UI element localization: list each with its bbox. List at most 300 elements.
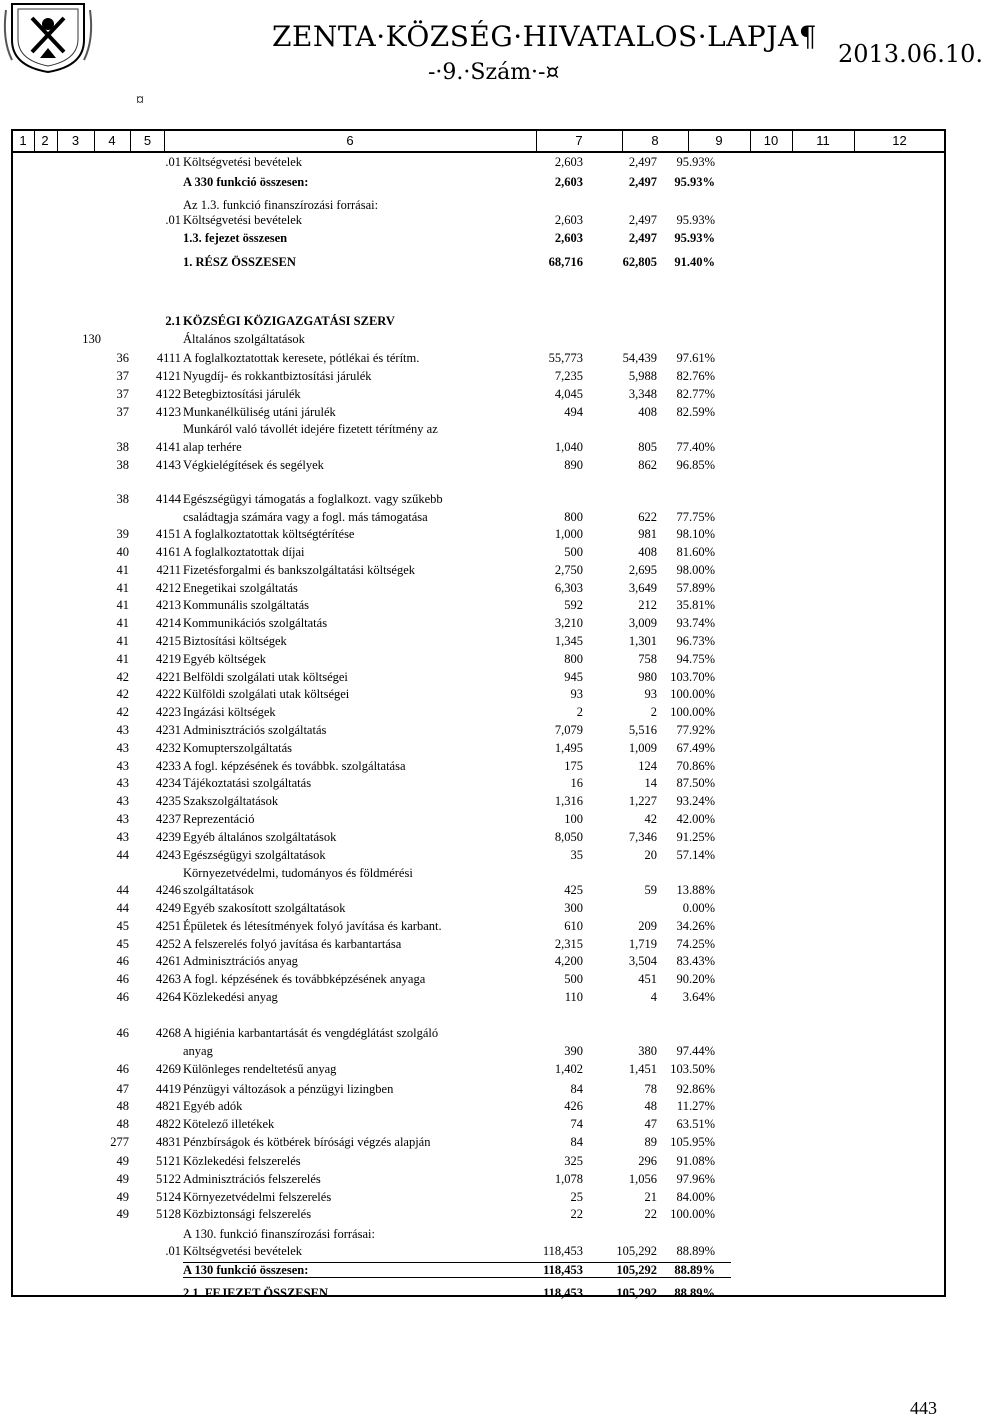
cell-planned: 2,603 (554, 155, 583, 169)
column-number: 6 (346, 133, 354, 148)
cell-economic-class: 49 (116, 1190, 129, 1204)
cell-economic-class: 277 (110, 1135, 129, 1149)
cell-realized: 105,292 (616, 1244, 657, 1258)
cell-percentage: 84.00% (676, 1190, 715, 1204)
cell-planned: 4,045 (554, 387, 583, 401)
column-divider (57, 131, 58, 151)
cell-planned: 22 (570, 1207, 583, 1221)
cell-realized: 5,516 (628, 723, 657, 737)
cell-percentage: 105.95% (670, 1135, 715, 1149)
cell-account: 5121 (156, 1154, 181, 1168)
cell-account: 4237 (156, 812, 181, 826)
cell-planned: 35 (570, 848, 583, 862)
cell-percentage: 92.86% (676, 1082, 715, 1096)
cell-economic-class: 46 (116, 990, 129, 1004)
cell-percentage: 93.24% (676, 794, 715, 808)
cell-percentage: 67.49% (676, 741, 715, 755)
cell-realized: 89 (644, 1135, 657, 1149)
cell-realized: 862 (638, 458, 657, 472)
cell-planned: 3,210 (554, 616, 583, 630)
cell-realized: 1,009 (628, 741, 657, 755)
cell-planned: 7,079 (554, 723, 583, 737)
cell-economic-class: 41 (116, 616, 129, 630)
cell-description: Ingázási költségek (183, 705, 276, 719)
cell-realized: 2 (650, 705, 657, 719)
cell-description: Kötelező illetékek (183, 1117, 275, 1131)
column-number: 12 (892, 133, 907, 148)
column-number: 8 (651, 133, 659, 148)
cell-economic-class: 41 (116, 581, 129, 595)
cell-planned: 800 (564, 652, 583, 666)
cell-economic-class: 46 (116, 972, 129, 986)
cell-realized: 622 (638, 510, 657, 524)
cell-realized: 408 (638, 405, 657, 419)
column-divider (688, 131, 689, 151)
cell-description: Pénzbírságok és kötbérek bírósági végzés alapján (183, 1135, 431, 1149)
cell-percentage: 95.93% (674, 175, 715, 189)
cell-description: KÖZSÉGI KÖZIGAZGATÁSI SZERV (183, 314, 395, 328)
cell-realized: 22 (644, 1207, 657, 1221)
cell-description: anyag (183, 1044, 213, 1058)
cell-economic-class: 43 (116, 794, 129, 808)
cell-realized: 209 (638, 919, 657, 933)
cell-percentage: 74.25% (676, 937, 715, 951)
cell-percentage: 82.59% (676, 405, 715, 419)
cell-planned: 800 (564, 510, 583, 524)
cell-account: 4141 (156, 440, 181, 454)
cell-percentage: 97.96% (676, 1172, 715, 1186)
cell-realized: 380 (638, 1044, 657, 1058)
cell-account: 4246 (156, 883, 181, 897)
cell-percentage: 93.74% (676, 616, 715, 630)
cell-percentage: 77.75% (676, 510, 715, 524)
cell-economic-class: 38 (116, 440, 129, 454)
cell-realized: 296 (638, 1154, 657, 1168)
cell-account: 4215 (156, 634, 181, 648)
cell-description: Közbiztonsági felszerelés (183, 1207, 312, 1221)
cell-description: Egyéb adók (183, 1099, 243, 1113)
cell-percentage: 96.73% (676, 634, 715, 648)
cell-percentage: 42.00% (676, 812, 715, 826)
cell-planned: 610 (564, 919, 583, 933)
budget-table (11, 129, 946, 1300)
cell-account: 4231 (156, 723, 181, 737)
page-header (0, 0, 983, 110)
column-divider (792, 131, 793, 151)
column-divider (622, 131, 623, 151)
cell-realized: 1,056 (628, 1172, 657, 1186)
cell-description: A fogl. képzésének és továbbképzésének anyaga (183, 972, 426, 986)
cell-planned: 74 (570, 1117, 583, 1131)
cell-economic-class: 49 (116, 1172, 129, 1186)
cell-account: 4822 (156, 1117, 181, 1131)
cell-economic-class: 38 (116, 458, 129, 472)
cell-economic-class: 41 (116, 652, 129, 666)
total-divider-bottom (183, 1277, 731, 1278)
total-divider-top (183, 1262, 731, 1263)
cell-percentage: 88.89% (674, 1286, 715, 1300)
cell-percentage: 0.00% (682, 901, 715, 915)
publication-date: 2013.06.10. (838, 40, 983, 68)
cell-economic-class: 46 (116, 1062, 129, 1076)
cell-realized: 2,497 (628, 175, 657, 189)
cell-percentage: 97.61% (676, 351, 715, 365)
cell-description: A higiénia karbantartását és vengdéglátást szolgáló (183, 1026, 439, 1040)
cell-realized: 758 (638, 652, 657, 666)
cell-realized: 1,451 (628, 1062, 657, 1076)
column-divider (164, 131, 165, 151)
cell-realized: 1,719 (628, 937, 657, 951)
cell-percentage: 91.08% (676, 1154, 715, 1168)
cell-realized: 21 (644, 1190, 657, 1204)
column-number: 7 (575, 133, 583, 148)
cell-account: 4235 (156, 794, 181, 808)
cell-realized: 5,988 (628, 369, 657, 383)
cell-description: Adminisztrációs felszerelés (183, 1172, 321, 1186)
cell-function-code: 130 (82, 332, 101, 346)
cell-realized: 3,649 (628, 581, 657, 595)
cell-economic-class: 43 (116, 741, 129, 755)
cell-planned: 84 (570, 1135, 583, 1149)
cell-description: Egyéb általános szolgáltatások (183, 830, 337, 844)
cell-account: 4219 (156, 652, 181, 666)
cell-percentage: 103.50% (670, 1062, 715, 1076)
cell-economic-class: 42 (116, 705, 129, 719)
cell-economic-class: 48 (116, 1099, 129, 1113)
cell-realized: 62,805 (622, 255, 657, 269)
cell-economic-class: 41 (116, 598, 129, 612)
cell-planned: 118,453 (542, 1244, 583, 1258)
cell-planned: 500 (564, 972, 583, 986)
cell-account: 4821 (156, 1099, 181, 1113)
cell-planned: 68,716 (548, 255, 583, 269)
cell-description: Épületek és létesítmények folyó javítása és karbant. (183, 919, 442, 933)
column-number: 2 (41, 133, 49, 148)
cell-description: Enegetikai szolgáltatás (183, 581, 298, 595)
column-number: 11 (816, 133, 830, 148)
cell-account: 4269 (156, 1062, 181, 1076)
cell-economic-class: 47 (116, 1082, 129, 1096)
cell-planned: 2,603 (554, 213, 583, 227)
cell-description: A fogl. képzésének és továbbk. szolgáltatása (183, 759, 406, 773)
cell-account: 4214 (156, 616, 181, 630)
cell-description: 1. RÉSZ ÖSSZESEN (183, 255, 296, 269)
cell-planned: 425 (564, 883, 583, 897)
cell-realized: 2,497 (628, 155, 657, 169)
cell-realized: 7,346 (628, 830, 657, 844)
cell-percentage: 81.60% (676, 545, 715, 559)
cell-realized: 14 (644, 776, 657, 790)
cell-percentage: 57.14% (676, 848, 715, 862)
coat-of-arms-icon (2, 0, 94, 74)
cell-realized: 42 (644, 812, 657, 826)
cell-planned: 890 (564, 458, 583, 472)
cell-account: 4239 (156, 830, 181, 844)
publication-title: ZENTA·KÖZSÉG·HIVATALOS·LAPJA¶ (272, 20, 818, 53)
issue-number: -·9.·Szám·-¤ (428, 60, 560, 85)
cell-economic-class: 44 (116, 901, 129, 915)
cell-realized: 3,009 (628, 616, 657, 630)
cell-description: Különleges rendeltetésű anyag (183, 1062, 337, 1076)
cell-percentage: 82.76% (676, 369, 715, 383)
column-number: 1 (19, 133, 27, 148)
cell-realized: 408 (638, 545, 657, 559)
column-number: 4 (108, 133, 116, 148)
cell-description: A foglalkoztatottak keresete, pótlékai és térítm. (183, 351, 420, 365)
cell-percentage: 94.75% (676, 652, 715, 666)
cell-planned: 84 (570, 1082, 583, 1096)
cell-realized: 981 (638, 527, 657, 541)
cell-description: Költségvetési bevételek (183, 1244, 303, 1258)
cell-planned: 592 (564, 598, 583, 612)
cell-planned: 175 (564, 759, 583, 773)
cell-planned: 118,453 (543, 1286, 583, 1300)
cell-realized: 805 (638, 440, 657, 454)
cell-percentage: 83.43% (676, 954, 715, 968)
cell-realized: 20 (644, 848, 657, 862)
cell-economic-class: 43 (116, 830, 129, 844)
cell-percentage: 100.00% (670, 687, 715, 701)
cell-economic-class: 40 (116, 545, 129, 559)
cell-description: Egészségügyi támogatás a foglalkozt. vagy szűkebb (183, 492, 443, 506)
cell-account: 4831 (156, 1135, 181, 1149)
cell-account: 4233 (156, 759, 181, 773)
cell-planned: 300 (564, 901, 583, 915)
cell-percentage: 3.64% (682, 990, 715, 1004)
cell-description: Környezetvédelmi felszerelés (183, 1190, 332, 1204)
cell-economic-class: 49 (116, 1207, 129, 1221)
page-number: 443 (910, 1398, 937, 1418)
column-number-row (13, 131, 944, 153)
cell-realized: 3,348 (628, 387, 657, 401)
cell-description: Általános szolgáltatások (183, 332, 305, 346)
cell-planned: 118,453 (543, 1263, 583, 1277)
cell-percentage: 97.44% (676, 1044, 715, 1058)
cell-description: Belföldi szolgálati utak költségei (183, 670, 348, 684)
cell-realized: 47 (644, 1117, 657, 1131)
cell-percentage: 88.89% (676, 1244, 715, 1258)
cell-percentage: 13.88% (676, 883, 715, 897)
cell-percentage: 90.20% (676, 972, 715, 986)
column-number: 9 (715, 133, 723, 148)
cell-percentage: 70.86% (676, 759, 715, 773)
cell-realized: 980 (638, 670, 657, 684)
cell-account: 4221 (156, 670, 181, 684)
cell-planned: 2,315 (554, 937, 583, 951)
cell-percentage: 82.77% (676, 387, 715, 401)
cell-economic-class: 39 (116, 527, 129, 541)
column-divider (854, 131, 855, 151)
cell-planned: 1,316 (554, 794, 583, 808)
cell-realized: 3,504 (628, 954, 657, 968)
cell-description: Adminisztrációs szolgáltatás (183, 723, 327, 737)
cell-percentage: 88.89% (674, 1263, 715, 1277)
cell-planned: 2 (576, 705, 583, 719)
cell-percentage: 63.51% (676, 1117, 715, 1131)
cell-account: 4161 (156, 545, 181, 559)
cell-account: .01 (165, 155, 181, 169)
cell-planned: 945 (564, 670, 583, 684)
cell-planned: 1,078 (554, 1172, 583, 1186)
cell-description: Biztosítási költségek (183, 634, 287, 648)
cell-percentage: 91.25% (676, 830, 715, 844)
cell-economic-class: 43 (116, 812, 129, 826)
cell-economic-class: 43 (116, 723, 129, 737)
cell-description: családtagja számára vagy a fogl. más támogatása (183, 510, 428, 524)
cell-realized: 2,497 (628, 231, 657, 245)
cell-economic-class: 42 (116, 687, 129, 701)
cell-account: 4123 (156, 405, 181, 419)
cell-description: Munkáról való távollét idejére fizetett térítmény az (183, 422, 438, 436)
cell-realized: 93 (644, 687, 657, 701)
cell-economic-class: 41 (116, 634, 129, 648)
cell-planned: 2,603 (554, 175, 583, 189)
cell-account: 4111 (156, 351, 181, 365)
cell-planned: 7,235 (554, 369, 583, 383)
cell-economic-class: 48 (116, 1117, 129, 1131)
cell-planned: 4,200 (554, 954, 583, 968)
cell-economic-class: 41 (116, 563, 129, 577)
cell-economic-class: 37 (116, 387, 129, 401)
cell-description: Végkielégítések és segélyek (183, 458, 324, 472)
cell-planned: 325 (564, 1154, 583, 1168)
column-number: 5 (143, 133, 152, 148)
cell-planned: 390 (564, 1044, 583, 1058)
cell-account: 2.1 (165, 314, 181, 328)
cell-planned: 500 (564, 545, 583, 559)
cell-realized: 105,292 (616, 1286, 657, 1300)
cell-description: Közlekedési anyag (183, 990, 278, 1004)
cell-description: A felszerelés folyó javítása és karbantartása (183, 937, 402, 951)
cell-account: 4252 (156, 937, 181, 951)
cell-percentage: 98.10% (676, 527, 715, 541)
cell-description: Reprezentáció (183, 812, 255, 826)
cell-account: 5122 (156, 1172, 181, 1186)
column-number: 10 (763, 133, 779, 148)
cell-account: 4122 (156, 387, 181, 401)
cell-realized: 105,292 (616, 1263, 657, 1277)
cell-account: .01 (165, 213, 181, 227)
cell-planned: 1,000 (554, 527, 583, 541)
cell-economic-class: 45 (116, 919, 129, 933)
cell-percentage: 95.93% (676, 213, 715, 227)
cell-planned: 1,345 (554, 634, 583, 648)
cell-description: Betegbiztosítási járulék (183, 387, 301, 401)
cell-planned: 8,050 (554, 830, 583, 844)
cell-realized: 1,227 (628, 794, 657, 808)
cell-realized: 1,301 (628, 634, 657, 648)
cell-planned: 100 (564, 812, 583, 826)
cell-description: Nyugdíj- és rokkantbiztosítási járulék (183, 369, 372, 383)
cell-description: A 130. funkció finanszírozási forrásai: (183, 1227, 375, 1241)
cell-planned: 2,603 (554, 231, 583, 245)
cell-description: Külföldi szolgálati utak költségei (183, 687, 350, 701)
cell-description: Közlekedési felszerelés (183, 1154, 301, 1168)
cell-realized: 48 (644, 1099, 657, 1113)
cell-planned: 16 (570, 776, 583, 790)
cell-description: 1.3. fejezet összesen (183, 231, 288, 245)
cell-description: Pénzügyi változások a pénzügyi lizingben (183, 1082, 394, 1096)
cell-account: 4213 (156, 598, 181, 612)
cell-economic-class: 44 (116, 848, 129, 862)
cell-account: 4143 (156, 458, 181, 472)
cell-description: Szakszolgáltatások (183, 794, 279, 808)
cell-description: szolgáltatások (183, 883, 254, 897)
cell-description: Egyéb szakosított szolgáltatások (183, 901, 346, 915)
cell-realized: 451 (638, 972, 657, 986)
cell-percentage: 35.81% (676, 598, 715, 612)
cell-percentage: 57.89% (676, 581, 715, 595)
cell-account: 4223 (156, 705, 181, 719)
cell-planned: 2,750 (554, 563, 583, 577)
cell-description: Munkanélküliség utáni járulék (183, 405, 336, 419)
cell-economic-class: 38 (116, 492, 129, 506)
cell-economic-class: 36 (116, 351, 129, 365)
cell-description: Komupterszolgáltatás (183, 741, 292, 755)
column-divider (130, 131, 131, 151)
cell-planned: 1,402 (554, 1062, 583, 1076)
cell-planned: 1,495 (554, 741, 583, 755)
column-divider (750, 131, 751, 151)
cell-realized: 59 (644, 883, 657, 897)
cell-account: 4211 (156, 563, 181, 577)
column-divider (94, 131, 95, 151)
cell-percentage: 95.93% (674, 231, 715, 245)
cell-description: Egyéb költségek (183, 652, 266, 666)
cell-account: 4234 (156, 776, 181, 790)
cell-account: 4268 (156, 1026, 181, 1040)
cell-description: Költségvetési bevételek (183, 155, 303, 169)
cell-description: Tájékoztatási szolgáltatás (183, 776, 312, 790)
cell-description: alap terhére (183, 440, 242, 454)
cell-percentage: 100.00% (670, 705, 715, 719)
cell-realized: 54,439 (622, 351, 657, 365)
cell-planned: 1,040 (554, 440, 583, 454)
cell-account: 4232 (156, 741, 181, 755)
cell-economic-class: 46 (116, 954, 129, 968)
cell-account: 4212 (156, 581, 181, 595)
cell-description: Környezetvédelmi, tudományos és földmérési (183, 866, 413, 880)
cell-description: Adminisztrációs anyag (183, 954, 298, 968)
cell-economic-class: 37 (116, 405, 129, 419)
cell-account: 4249 (156, 901, 181, 915)
cell-account: 5128 (156, 1207, 181, 1221)
cell-percentage: 77.92% (676, 723, 715, 737)
cell-economic-class: 49 (116, 1154, 129, 1168)
cell-economic-class: 45 (116, 937, 129, 951)
cell-planned: 426 (564, 1099, 583, 1113)
cell-planned: 25 (570, 1190, 583, 1204)
cell-planned: 110 (564, 990, 583, 1004)
cell-description: Költségvetési bevételek (183, 213, 303, 227)
cell-account: 4243 (156, 848, 181, 862)
cell-percentage: 11.27% (676, 1099, 715, 1113)
cell-realized: 124 (638, 759, 657, 773)
cell-account: 4263 (156, 972, 181, 986)
cell-account: 4264 (156, 990, 181, 1004)
cell-percentage: 77.40% (676, 440, 715, 454)
cell-account: 4261 (156, 954, 181, 968)
header-symbol: ¤ (136, 92, 144, 109)
cell-description: Az 1.3. funkció finanszírozási forrásai: (183, 198, 379, 212)
cell-percentage: 98.00% (676, 563, 715, 577)
cell-account: 4144 (156, 492, 181, 506)
cell-planned: 494 (564, 405, 583, 419)
cell-percentage: 91.40% (674, 255, 715, 269)
cell-economic-class: 43 (116, 759, 129, 773)
cell-economic-class: 37 (116, 369, 129, 383)
cell-description: Egészségügyi szolgáltatások (183, 848, 326, 862)
